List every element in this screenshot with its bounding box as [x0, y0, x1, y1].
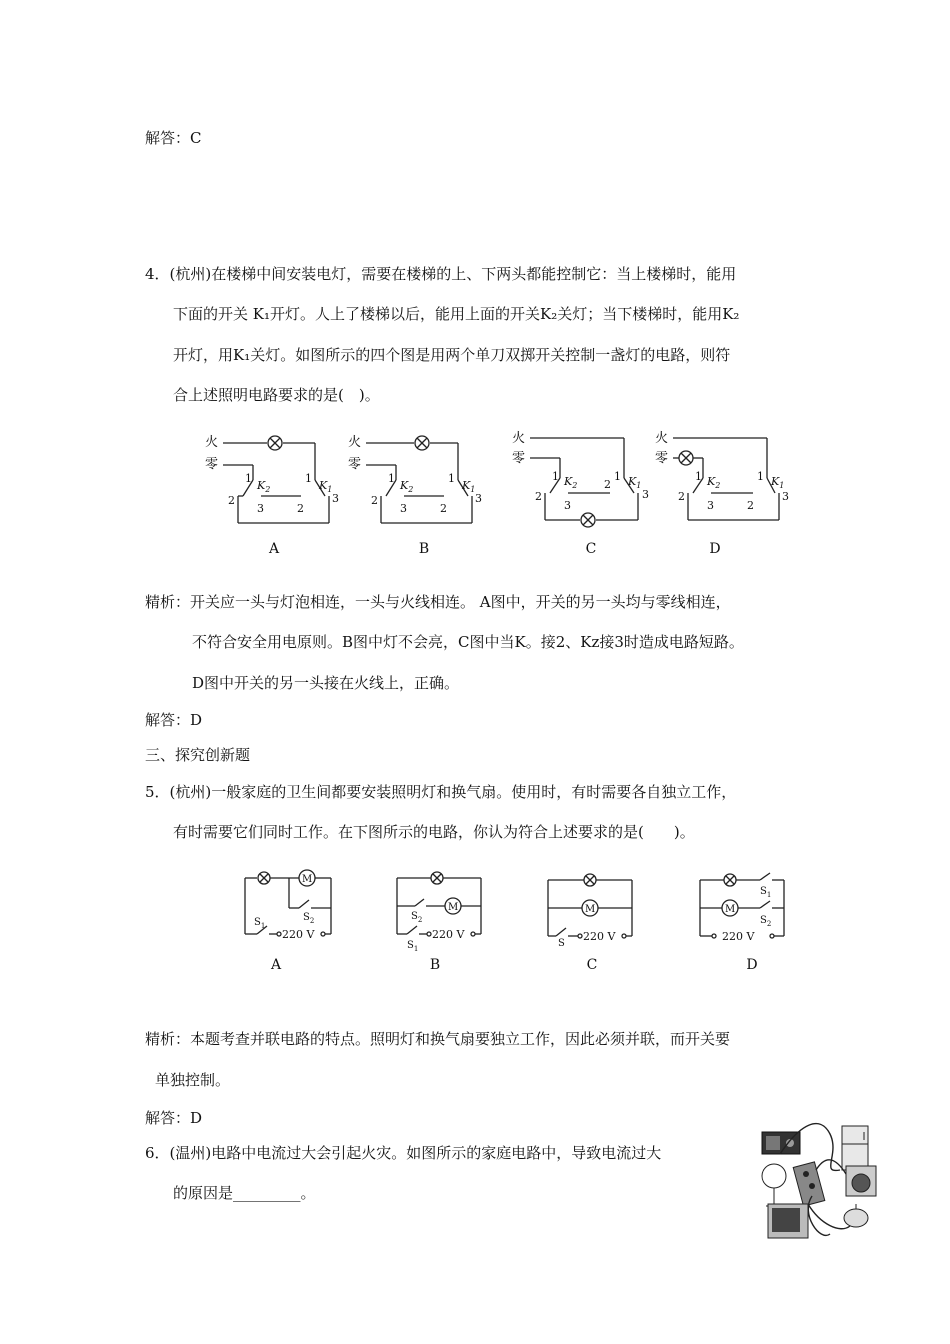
svg-text:S1: $S_1$	[407, 940, 419, 953]
svg-text:1: 1	[695, 470, 702, 483]
q4-caption-d: D	[709, 541, 721, 557]
q6-line1: 6．(温州)电路中电流过大会引起火灾。如图所示的家庭电路中，导致电流过大	[145, 1144, 662, 1162]
svg-text:220 V: 220 V	[432, 928, 465, 941]
svg-text:M: M	[302, 874, 313, 885]
q6-line2: 的原因是_________。	[173, 1184, 316, 1202]
section-3-heading: 三、探究创新题	[145, 746, 251, 764]
motor-icon	[722, 900, 738, 916]
q4-analysis-line3: D图中开关的另一头接在火线上，正确。	[192, 674, 460, 692]
svg-text:K2: $K_2$	[707, 475, 721, 490]
svg-text:K2: $K_2$	[400, 479, 414, 494]
q5-answer: 解答：D	[145, 1109, 203, 1127]
svg-text:220 V: 220 V	[282, 928, 315, 941]
lamp-icon	[724, 874, 736, 886]
svg-text:K1: $K_1$	[319, 479, 333, 494]
svg-text:K2: $K_2$	[257, 479, 271, 494]
svg-text:零: 零	[512, 451, 526, 466]
svg-text:3: 3	[564, 499, 571, 512]
svg-text:1: 1	[305, 472, 312, 485]
q4-line4: 合上述照明电路要求的是( )。	[173, 386, 380, 404]
svg-text:K2: $K_2$	[564, 475, 578, 490]
svg-text:S2: $S_2$	[303, 912, 315, 925]
svg-text:3: 3	[257, 502, 264, 515]
svg-text:S2: $S_2$	[760, 915, 772, 928]
svg-text:S1: $S_1$	[254, 917, 266, 930]
q5-diagram-c	[548, 874, 632, 949]
q4-caption-c: C	[585, 541, 597, 557]
q5-diagram-b	[397, 872, 481, 953]
svg-text:3: 3	[707, 499, 714, 512]
svg-text:3: 3	[782, 490, 789, 503]
svg-text:零: 零	[348, 457, 362, 472]
q4-analysis-line1: 精析：开关应一头与灯泡相连，一头与火线相连。 A图中，开关的另一头均与零线相连，	[145, 593, 731, 611]
svg-text:K1: $K_1$	[462, 479, 476, 494]
svg-text:火: 火	[512, 431, 526, 446]
svg-text:3: 3	[400, 502, 407, 515]
lamp-icon	[431, 872, 443, 884]
svg-text:K1: $K_1$	[628, 475, 642, 490]
q4-line3: 开灯，用K₁关灯。如图所示的四个图是用两个单刀双掷开关控制一盏灯的电路，则符	[173, 346, 731, 364]
svg-text:M: M	[585, 904, 596, 915]
svg-text:火: 火	[348, 435, 362, 450]
svg-text:220 V: 220 V	[583, 930, 616, 943]
q5-caption-c: C	[586, 957, 598, 973]
svg-text:火: 火	[655, 431, 669, 446]
fridge-icon	[842, 1126, 868, 1170]
lamp-icon	[584, 874, 596, 886]
q5-caption-b: B	[429, 957, 441, 973]
tv-icon	[768, 1204, 808, 1238]
svg-text:2: 2	[297, 502, 304, 515]
q5-analysis-line1: 精析：本题考查并联电路的特点。照明灯和换气扇要独立工作，因此必须并联，而开关要	[145, 1030, 731, 1048]
svg-text:K1: $K_1$	[771, 475, 785, 490]
motor-icon	[299, 870, 315, 886]
q5-analysis-line2: 单独控制。	[155, 1071, 231, 1089]
svg-text:1: 1	[614, 470, 621, 483]
svg-text:2: 2	[228, 494, 235, 507]
svg-text:2: 2	[678, 490, 685, 503]
svg-text:220 V: 220 V	[722, 930, 755, 943]
q5-line2: 有时需要它们同时工作。在下图所示的电路，你认为符合上述要求的是( )。	[173, 823, 695, 841]
power-strip-icon	[793, 1162, 825, 1206]
q5-diagram-d	[700, 873, 784, 943]
svg-text:3: 3	[642, 488, 649, 501]
motor-icon	[582, 900, 598, 916]
svg-text:M: M	[448, 902, 459, 913]
svg-text:3: 3	[475, 492, 482, 505]
motor-icon	[445, 898, 461, 914]
q5-caption-d: D	[746, 957, 758, 973]
svg-text:2: 2	[440, 502, 447, 515]
svg-text:2: 2	[604, 478, 611, 491]
svg-text:S2: $S_2$	[411, 911, 423, 924]
svg-text:零: 零	[655, 451, 669, 466]
q5-caption-a: A	[270, 957, 282, 973]
svg-text:3: 3	[332, 492, 339, 505]
fan-icon	[762, 1164, 786, 1206]
q4-line2: 下面的开关 K₁开灯。人上了楼梯以后，能用上面的开关K₂关灯；当下楼梯时，能用K₂	[173, 305, 740, 323]
q4-line1: 4．(杭州)在楼梯中间安装电灯，需要在楼梯的上、下两头都能控制它：当上楼梯时，能用	[145, 265, 737, 283]
lamp-icon	[258, 872, 270, 884]
q4-analysis-line2: 不符合安全用电原则。B图中灯不会亮，C图中当K。接2、Kz接3时造成电路短路。	[192, 633, 744, 651]
q4-answer: 解答：D	[145, 711, 203, 729]
svg-text:2: 2	[371, 494, 378, 507]
q5-diagram-a	[245, 870, 331, 941]
svg-text:M: M	[725, 904, 736, 915]
prev-answer: 解答：C	[145, 129, 202, 147]
svg-text:2: 2	[535, 490, 542, 503]
svg-text:零: 零	[205, 457, 219, 472]
q4-caption-a: A	[268, 541, 280, 557]
svg-text:S1: $S_1$	[760, 886, 772, 899]
svg-text:1: 1	[757, 470, 764, 483]
kettle-icon	[844, 1204, 868, 1227]
svg-text:1: 1	[245, 472, 252, 485]
svg-text:1: 1	[388, 472, 395, 485]
svg-text:2: 2	[747, 499, 754, 512]
appliances-illustration	[760, 1114, 900, 1264]
svg-text:1: 1	[552, 470, 559, 483]
q4-caption-b: B	[418, 541, 430, 557]
q5-line1: 5．(杭州)一般家庭的卫生间都要安装照明灯和换气扇。使用时，有时需要各自独立工作，	[145, 783, 737, 801]
svg-text:火: 火	[205, 435, 219, 450]
svg-text:S: S	[558, 938, 565, 949]
svg-text:1: 1	[448, 472, 455, 485]
washing-machine-icon	[846, 1166, 876, 1196]
